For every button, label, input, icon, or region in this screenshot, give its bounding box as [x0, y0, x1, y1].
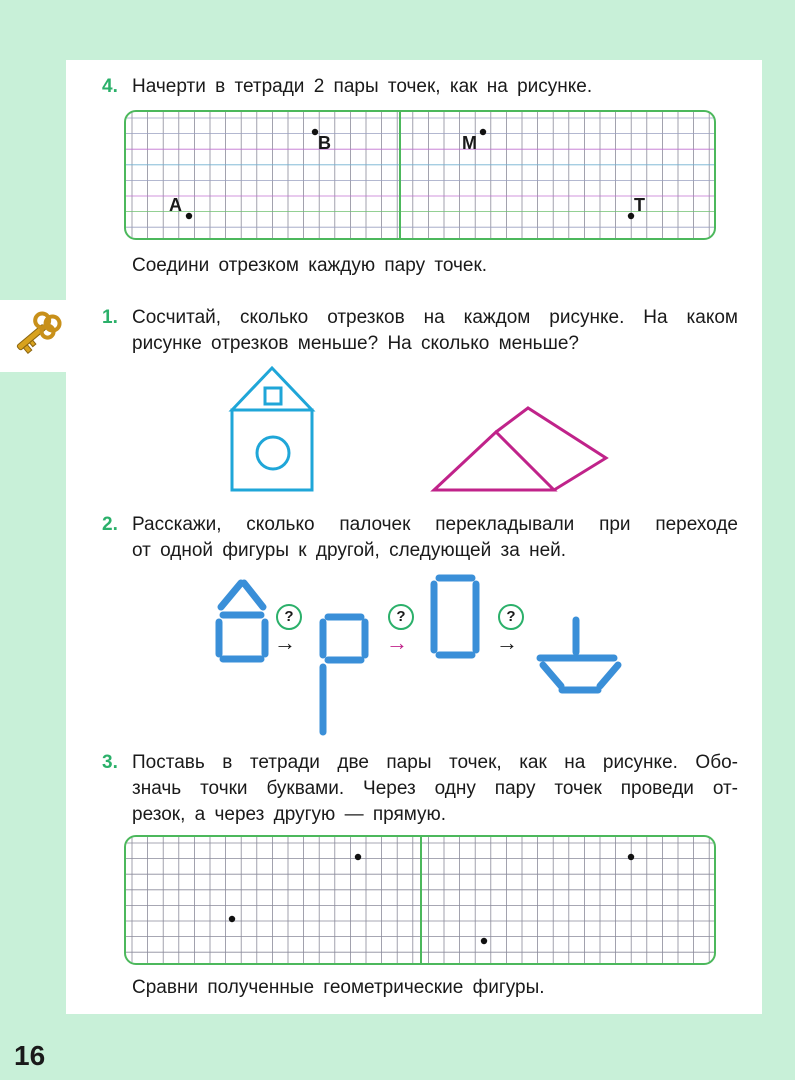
task-4-footer	[132, 253, 487, 279]
point-label-a: A	[169, 195, 182, 215]
task-text-line: рисунке отрезков меньше? На сколько меньше?	[132, 333, 579, 354]
matchstick-figures	[210, 570, 630, 740]
arrow-2: →	[386, 630, 408, 655]
tent-figure	[434, 408, 606, 490]
grid-paper	[126, 837, 714, 963]
grid-task-4	[124, 110, 716, 240]
task-1	[102, 305, 738, 357]
question-mark-3: ?	[498, 604, 524, 630]
task-text: Сравни полученные геометрические фигуры.	[132, 977, 545, 998]
point-label-b: B	[318, 133, 331, 153]
stick-figure-house	[219, 583, 265, 659]
stick-figure-boat	[540, 620, 618, 690]
point-label-m: M	[462, 133, 477, 153]
task-number: 4.	[102, 76, 118, 97]
key-icon	[0, 300, 66, 372]
page-number: 16	[14, 1040, 46, 1071]
point-label-t: T	[634, 195, 645, 215]
house-figure	[232, 368, 312, 490]
point-dot	[355, 854, 361, 860]
task-text-line: Поставь в тетради две пары точек, как на рисунке. Обо-	[132, 752, 738, 773]
task-text-line: Сосчитай, сколько отрезков на каждом рисунке. На каком	[132, 307, 738, 328]
task-text: Соедини отрезком каждую пару точек.	[132, 255, 488, 276]
task-text-line: Расскажи, сколько палочек перекладывали при переходе	[132, 514, 738, 535]
task-number: 2.	[102, 514, 118, 535]
question-mark-2: ?	[388, 604, 414, 630]
task-text-line: от одной фигуры к другой, следующей за ней.	[132, 540, 567, 561]
task-3	[102, 750, 738, 828]
grid-task-3	[124, 835, 716, 965]
task-number: 1.	[102, 307, 118, 328]
stick-figure-rectangle	[434, 578, 476, 655]
task-number: 3.	[102, 752, 118, 773]
arrow-1: →	[274, 630, 296, 655]
question-mark-1: ?	[276, 604, 302, 630]
stick-figure-flag	[323, 617, 365, 732]
task-text-line: резок, а через другую — прямую.	[132, 804, 447, 825]
point-dot	[628, 854, 634, 860]
point-dot	[480, 129, 486, 135]
task-text-line: значь точки буквами. Через одну пару точек проведи от-	[132, 778, 738, 799]
task-text: Начерти в тетради 2 пары точек, как на рисунке.	[132, 76, 593, 97]
figures-task-1	[220, 360, 620, 500]
key-tab	[0, 300, 66, 372]
task-3-footer	[132, 975, 545, 1001]
point-dot	[481, 938, 487, 944]
grid-paper	[126, 112, 714, 238]
point-dot	[186, 213, 192, 219]
task-2	[102, 512, 738, 564]
arrow-3: →	[496, 630, 518, 655]
task-4	[102, 74, 593, 100]
point-dot	[229, 916, 235, 922]
